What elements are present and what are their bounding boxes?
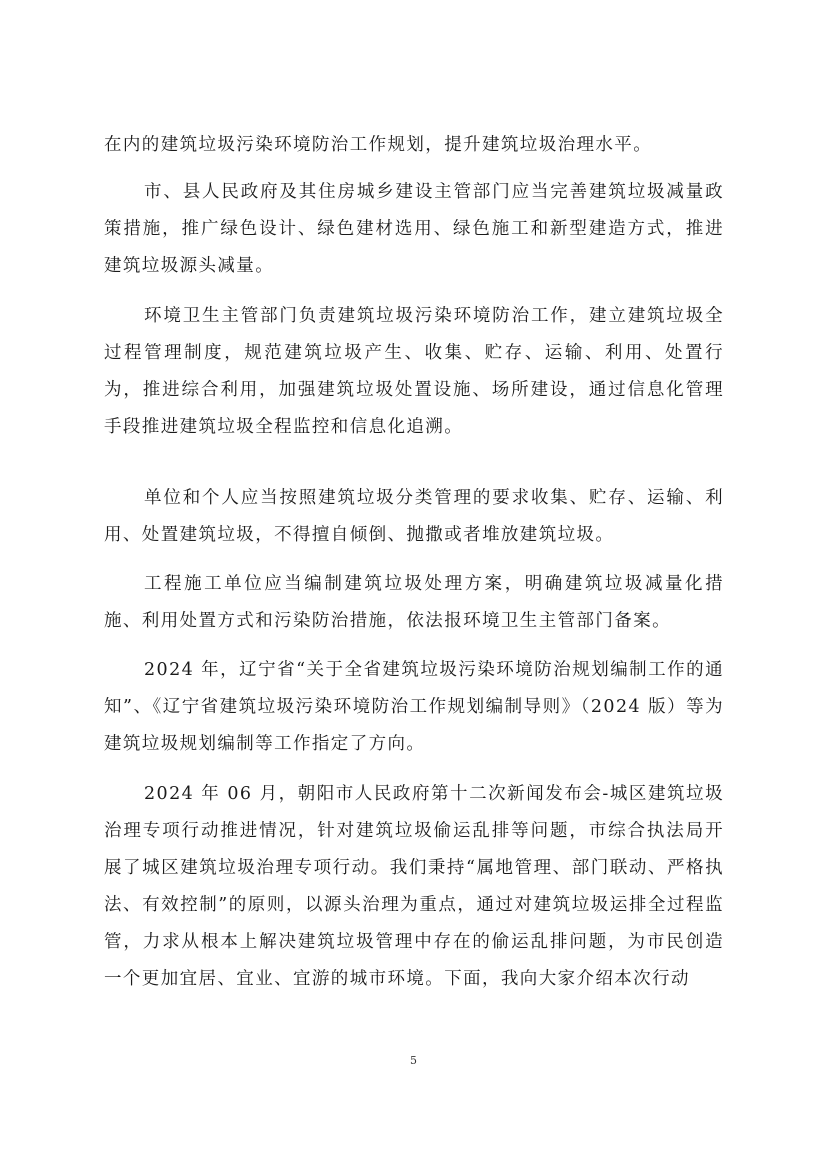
paragraph-chaoyang-press-conference: 2024 年 06 月，朝阳市人民政府第十二次新闻发布会-城区建筑垃圾治理专项行动推进情况，针对建筑垃圾偷运乱排等问题，市综合执法局开展了城区建筑垃圾治理专项行动。我们秉持“属地管理、部门联动、严格执法、有效控制”的原则，以源头治理为重点，通过对建筑垃圾运排全过程监管，力求从根本上解决建筑垃圾管理中存在的偷运乱排问题，为市民创造一个更加宜居、宜业、宜游的城市环境。下面，我向大家介绍本次行动 bbox=[104, 784, 724, 989]
page-number: 5 bbox=[410, 1054, 417, 1067]
paragraph-construction-units: 工程施工单位应当编制建筑垃圾处理方案，明确建筑垃圾减量化措施、利用处置方式和污染防治措施，依法报环境卫生主管部门备案。 bbox=[104, 574, 724, 631]
paragraph-units-and-individuals: 单位和个人应当按照建筑垃圾分类管理的要求收集、贮存、运输、利用、处置建筑垃圾，不得擅自倾倒、抛撒或者堆放建筑垃圾。 bbox=[104, 488, 724, 545]
paragraph-liaoning-2024: 2024 年，辽宁省“关于全省建筑垃圾污染环境防治规划编制工作的通知”、《辽宁省建筑垃圾污染环境防治工作规划编制导则》（2024 版）等为建筑垃圾规划编制等工作指定了方向。 bbox=[104, 660, 724, 754]
paragraph-sanitation-department: 环境卫生主管部门负责建筑垃圾污染环境防治工作，建立建筑垃圾全过程管理制度，规范建筑垃圾产生、收集、贮存、运输、利用、处置行为，推进综合利用，加强建筑垃圾处置设施、场所建设，通过信息化管理手段推进建筑垃圾全程监控和信息化追溯。 bbox=[104, 306, 724, 437]
paragraph-continuation: 在内的建筑垃圾污染环境防治工作规划，提升建筑垃圾治理水平。 bbox=[104, 135, 653, 155]
paragraph-construction-waste-reduction: 市、县人民政府及其住房城乡建设主管部门应当完善建筑垃圾减量政策措施，推广绿色设计、绿色建材选用、绿色施工和新型建造方式，推进建筑垃圾源头减量。 bbox=[104, 182, 724, 276]
